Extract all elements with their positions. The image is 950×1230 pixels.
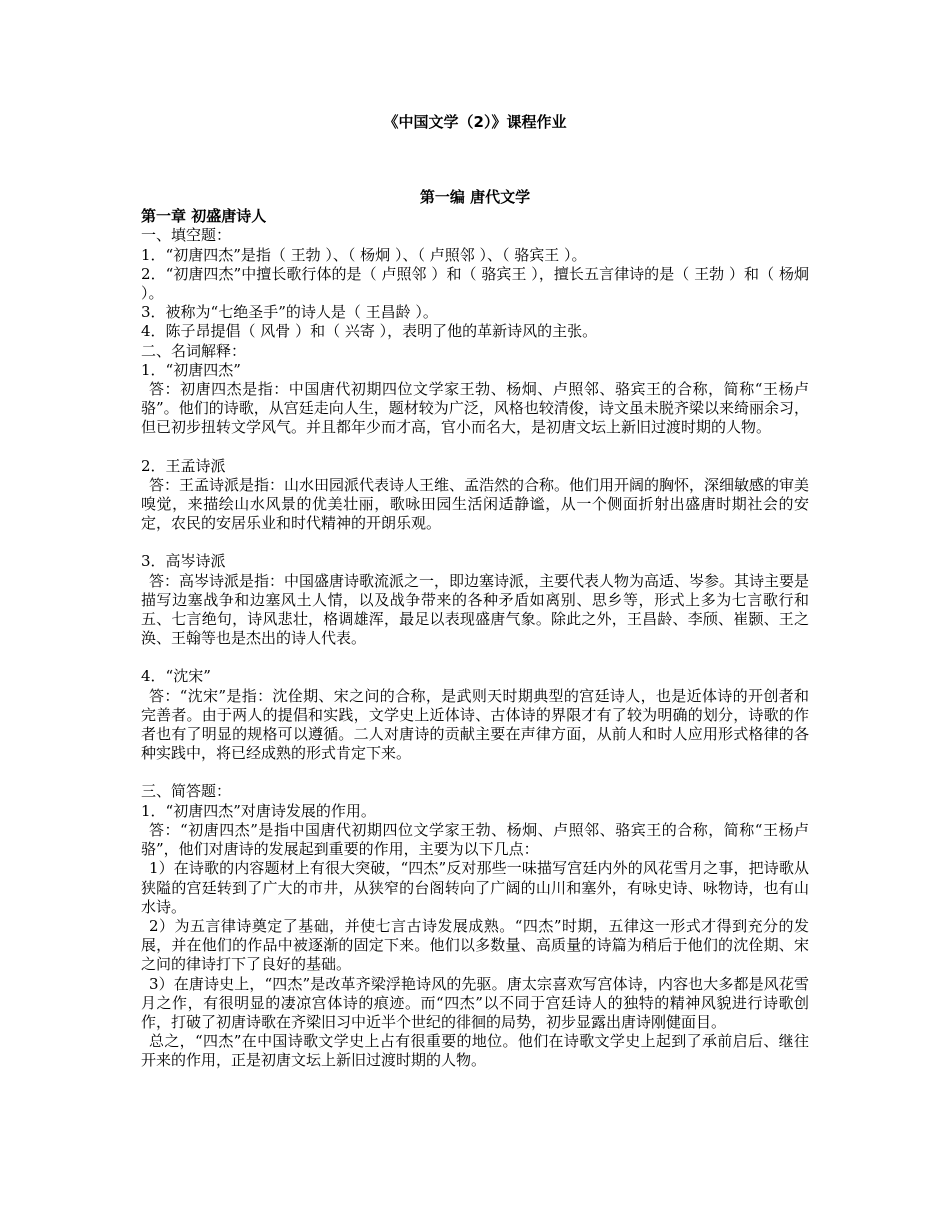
term-2-answer: 答：王孟诗派是指：山水田园派代表诗人王维、孟浩然的合称。他们用开阔的胸怀，深细敏感的审美嗅觉，来描绘山水风景的优美壮丽，歌咏田园生活闲适静谧，从一个侧面折射出盛唐时期社会的安定，农民的安居乐业和时代精神的开朗乐观。 (141, 475, 810, 533)
document-title: 《中国文学（2）》课程作业 (383, 113, 567, 131)
term-4-answer: 答：“沈宋”是指：沈佺期、宋之问的合称，是武则天时期典型的宫廷诗人，也是近体诗的开创者和完善者。由于两人的提倡和实践，文学史上近体诗、古体诗的界限才有了较为明确的划分，诗歌的作者也有了明显的规格可以遵循。二人对唐诗的贡献主要在声律方面，从前人和时人应用形式格律的各种实践中，将已经成熟的形式肯定下来。 (141, 686, 809, 763)
term-2-title: 2．王孟诗派 (141, 456, 226, 475)
chapter-heading: 第一章 初盛唐诗人 (141, 207, 267, 226)
section-short-answer-title: 三、简答题： (141, 782, 232, 801)
section-terms-title: 二、名词解释： (141, 341, 247, 360)
fill-in-question-2: 2．“初唐四杰”中擅长歌行体的是（ 卢照邻 ）和（ 骆宾王 ），擅长五言律诗的是（ 王勃 ）和（ 杨炯 ）。 (141, 264, 809, 303)
short-answer-intro: 答：“初唐四杰”是指中国唐代初期四位文学家王勃、杨炯、卢照邻、骆宾王的合称，简称“王杨卢骆”，他们对唐诗的发展起到重要的作用，主要为以下几点： (141, 820, 809, 859)
fill-in-question-3: 3．被称为“七绝圣手”的诗人是（ 王昌龄 ）。 (141, 303, 438, 322)
term-1-answer: 答：初唐四杰是指：中国唐代初期四位文学家王勃、杨炯、卢照邻、骆宾王的合称，简称“王杨卢骆”。他们的诗歌，从宫廷走向人生，题材较为广泛，风格也较清俊，诗文虽未脱齐梁以来绮丽余习，但已初步扭转文学风气。并且都年少而才高，官小而名大，是初唐文坛上新旧过渡时期的人物。 (141, 380, 809, 437)
short-answer-point-3: 3）在唐诗史上，“四杰”是改革齐梁浮艳诗风的先驱。唐太宗喜欢写宫体诗，内容也大多都是风花雪月之作，有很明显的凄凉宫体诗的痕迹。而“四杰”以不同于宫廷诗人的独特的精神风貌进行诗歌创作，打破了初唐诗歌在齐梁旧习中近半个世纪的徘徊的局势，初步显露出唐诗刚健面目。 (141, 974, 809, 1031)
term-3-answer: 答：高岑诗派是指：中国盛唐诗歌流派之一，即边塞诗派，主要代表人物为高适、岑参。其诗主要是描写边塞战争和边塞风土人情，以及战争带来的各种矛盾如离别、思乡等，形式上多为七言歌行和五、七言绝句，诗风悲壮，格调雄浑，最足以表现盛唐气象。除此之外，王昌龄、李颀、崔颢、王之涣、王翰等也是杰出的诗人代表。 (141, 571, 810, 648)
part-heading: 第一编 唐代文学 (419, 188, 531, 206)
section-fill-in-title: 一、填空题： (141, 226, 232, 245)
term-4-title: 4．“沈宋” (141, 667, 211, 686)
document-body (141, 188, 809, 1071)
short-answer-question-1: 1．“初唐四杰”对唐诗发展的作用。 (141, 801, 376, 820)
short-answer-point-1: 1）在诗歌的内容题材上有很大突破，“四杰”反对那些一味描写宫廷内外的风花雪月之事，把诗歌从狭隘的宫廷转到了广大的市井，从狭窄的台阁转向了广阔的山川和塞外，有咏史诗、咏物诗，也有山水诗。 (141, 859, 809, 916)
fill-in-question-1: 1．“初唐四杰”是指（ 王勃 ）、（ 杨炯 ）、（ 卢照邻 ）、（ 骆宾王 ）。 (141, 245, 587, 264)
fill-in-question-4: 4．陈子昂提倡（ 风骨 ）和（ 兴寄 ），表明了他的革新诗风的主张。 (141, 322, 598, 341)
term-1-title: 1．“初唐四杰” (141, 360, 241, 379)
term-3-title: 3．高岑诗派 (141, 552, 226, 571)
short-answer-point-2: 2）为五言律诗奠定了基础，并使七言古诗发展成熟。“四杰”时期，五律这一形式才得到充分的发展，并在他们的作品中被逐渐的固定下来。他们以多数量、高质量的诗篇为稍后于他们的沈佺期、宋之问的律诗打下了良好的基础。 (141, 916, 809, 974)
short-answer-summary: 总之，“四杰”在中国诗歌文学史上占有很重要的地位。他们在诗歌文学史上起到了承前启后、继往开来的作用，正是初唐文坛上新旧过渡时期的人物。 (141, 1032, 809, 1070)
